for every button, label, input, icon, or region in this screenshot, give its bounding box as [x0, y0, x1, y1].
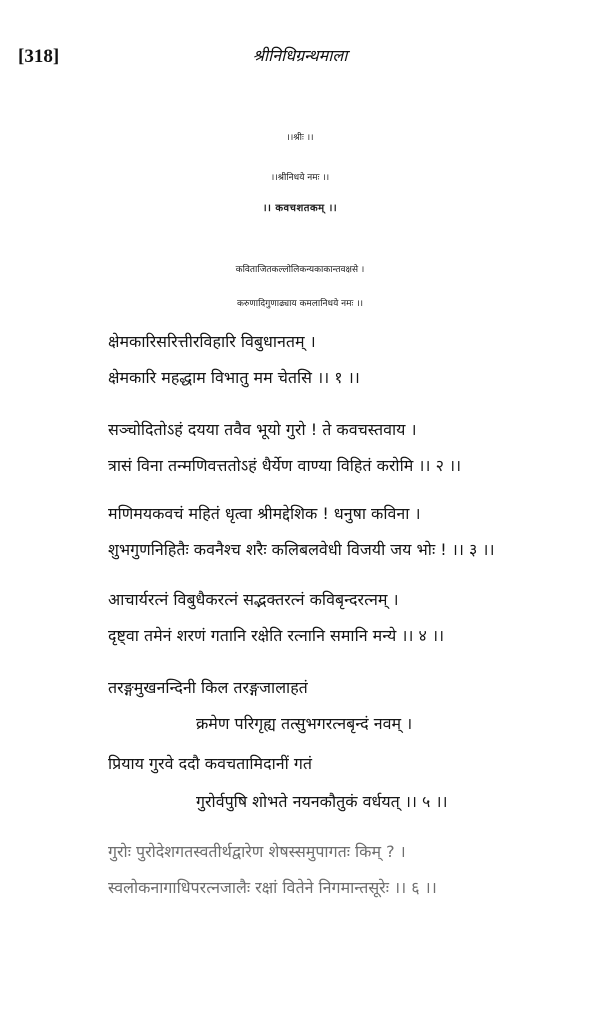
verse-6-line-2: स्वलोकनागाधिपरत्नजालैः रक्षां वितेने निगमान्तसूरेः ।। ६ ।। [108, 878, 437, 897]
page-title: ।। कवचशतकम् ।। [262, 203, 338, 214]
verse-5-line-3: प्रियाय गुरवे ददौ कवचतामिदानीं गतं [108, 754, 312, 773]
verse-5-line-4: गुरोर्वपुषि शोभते नयनकौतुकं वर्धयत् ।। ५ ।। [196, 792, 448, 811]
verse-3-line-1: मणिमयकवचं महितं धृत्वा श्रीमद्देशिक ! धनुषा कविना । [108, 504, 421, 523]
verse-1-line-2: क्षेमकारि महद्धाम विभातु मम चेतसि ।। १ ।। [108, 368, 360, 387]
verse-5-line-2: क्रमेण परिगृह्य तत्सुभगरत्नबृन्दं नवम् । [196, 714, 413, 733]
verse-5-line-1: तरङ्गमुखनन्दिनी किल तरङ्गजालाहतं [108, 678, 308, 697]
page-number: [318] [18, 46, 60, 67]
verse-4-line-2: दृष्ट्वा तमेनं शरणं गतानि रक्षेति रत्नानि समानि मन्ये ।। ४ ।। [108, 626, 445, 645]
verse-2-line-1: सञ्चोदितोऽहं दयया तवैव भूयो गुरो ! ते कवचस्तवाय । [108, 420, 417, 439]
invocation-line-1: ।।श्रीः ।। [286, 133, 314, 143]
verse-3-line-2: शुभगुणनिहितैः कवनैश्च शरैः कलिबलवेधी विजयी जय भोः ! ।। ३ ।। [108, 540, 495, 559]
dedication-line-1: कविताजितकल्लोलिकन्यकाकान्तवक्षसे । [235, 265, 365, 275]
verse-6-line-1: गुरोः पुरोदेशगतस्वतीर्थद्वारेण शेषस्समुपागतः किम् ? । [108, 842, 406, 861]
verse-4-line-1: आचार्यरत्नं विबुधैकरत्नं सद्भक्तरत्नं कविबृन्दरत्नम् । [108, 590, 399, 609]
running-title: श्रीनिधिग्रन्थमाला [252, 46, 348, 65]
dedication-line-2: करुणादिगुणाढ्याय कमलानिधये नमः ।। [236, 299, 364, 309]
verse-1-line-1: क्षेमकारिसरित्तीरविहारि विबुधानतम् । [108, 332, 316, 351]
verse-2-line-2: त्रासं विना तन्मणिवत्ततोऽहं धैर्येण वाण्या विहितं करोमि ।। २ ।। [108, 456, 462, 475]
invocation-line-2: ।।श्रीनिधये नमः ।। [270, 173, 330, 183]
